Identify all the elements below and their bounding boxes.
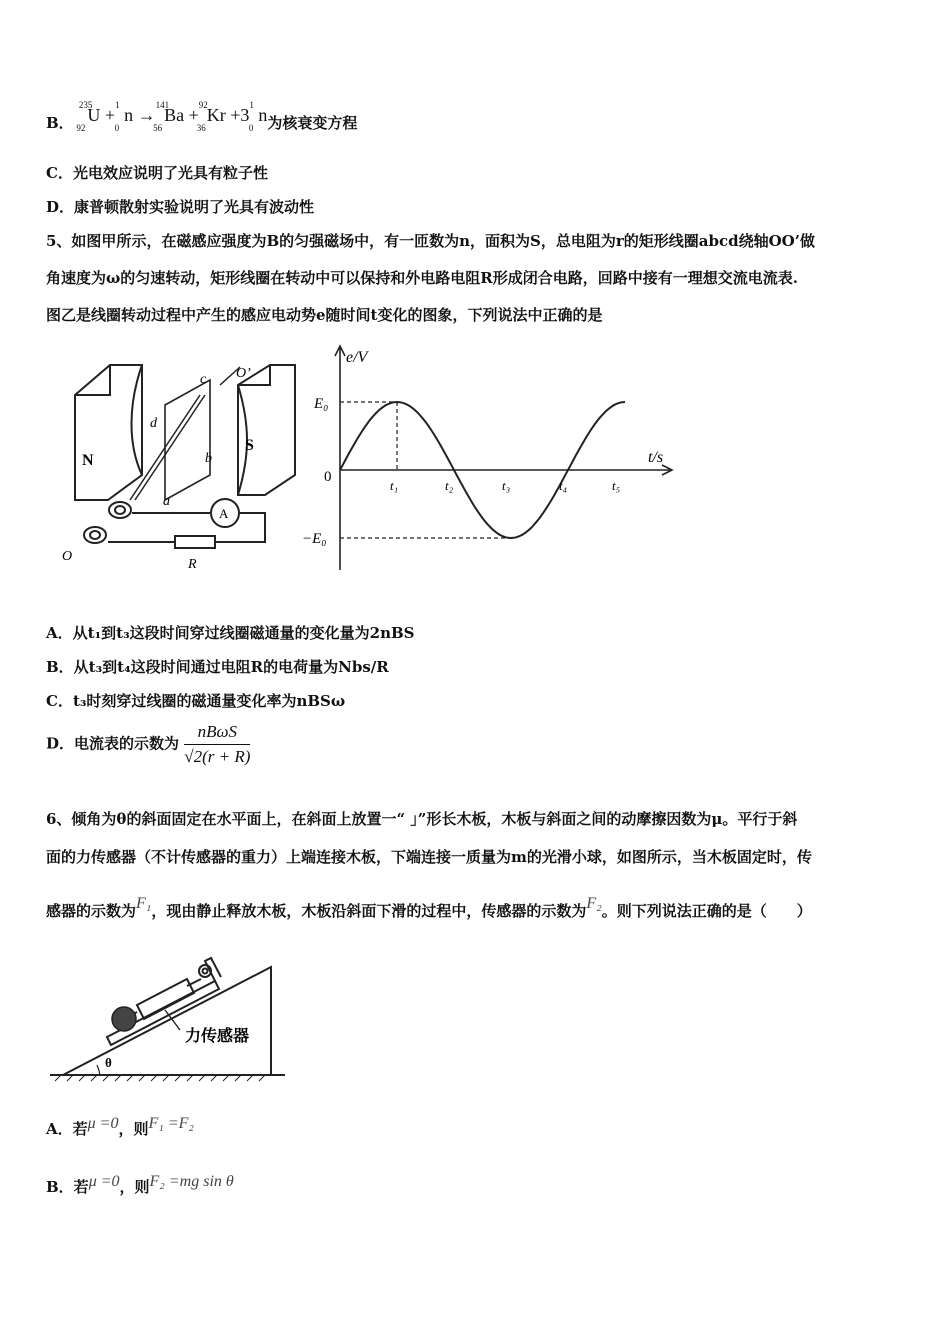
q6-line-3-part-a: 感器的示数为 (46, 902, 137, 920)
label-o-prime: O’ (236, 366, 251, 381)
nuclear-equation: $^{235}_{92}U +^1_0n \to^{141}_{56}Ba +^{92}_{36}Kr +3^1_0n$ (76, 99, 268, 134)
q5-line-1: 5、如图甲所示，在磁感应强度为B的匀强磁场中，有一匝数为n，面积为S，总电阻为r的矩形线圈abcd绕轴OO’做 (46, 232, 815, 250)
label-s: S (245, 437, 254, 454)
incline-figure (45, 955, 290, 1085)
t4-label: t₄ (559, 478, 568, 493)
y-axis-label: e/V (346, 349, 368, 366)
fraction-numerator: nBωS (197, 722, 237, 741)
f1-symbol: F₁ (136, 895, 152, 912)
option-d-compton: D．康普顿散射实验说明了光具有波动性 (46, 198, 315, 216)
generator-figure (50, 335, 330, 580)
q6-option-a (46, 1115, 194, 1139)
option-a-then: ，则 (118, 1120, 149, 1138)
mu-condition: μ =0 (87, 1115, 119, 1132)
t5-label: t₅ (612, 478, 621, 493)
label-c: c (200, 372, 207, 387)
q5-line-2: 角速度为ω的匀速转动，矩形线圈在转动中可以保持和外电路电阻R形成闭合电路，回路中接有一理想交流电流表. (46, 269, 798, 287)
option-b-prefix: B．若 (46, 1178, 89, 1196)
q5-option-a: A．从t₁到t₃这段时间穿过线圈磁通量的变化量为2nBS (46, 624, 415, 642)
e0-label: E₀ (314, 396, 329, 412)
q5-option-b: B．从t₃到t₄这段时间通过电阻R的电荷量为Nbs/R (46, 658, 389, 676)
q6-line-3 (46, 895, 812, 921)
t2-label: t₂ (445, 478, 454, 493)
label-o: O (62, 549, 73, 564)
option-c-photoelectric: C．光电效应说明了光具有粒子性 (46, 164, 268, 182)
q5-option-c: C．t₃时刻穿过线圈的磁通量变化率为nBSω (46, 692, 346, 710)
fraction-denominator: √2(r + R) (184, 744, 250, 767)
ammeter-label: A (219, 506, 229, 521)
x-axis-label: t/s (648, 449, 664, 466)
label-n: N (82, 452, 94, 469)
origin-label: 0 (324, 469, 332, 485)
option-a-prefix: A．若 (46, 1120, 88, 1138)
q6-line-1: 6、倾角为θ的斜面固定在水平面上，在斜面上放置一“ 」”形长木板，木板与斜面之间的动摩擦因数为μ。平行于斜 (46, 810, 798, 828)
f2-symbol: F₂ (586, 895, 602, 912)
q6-line-3-part-c: 。则下列说法正确的是（ ） (601, 902, 812, 920)
neg-e0-label: −E₀ (302, 531, 327, 547)
q5-option-d (46, 722, 250, 767)
resistor-label: R (188, 557, 197, 572)
t3-label: t₃ (502, 478, 511, 493)
q5-line-3: 图乙是线圈转动过程中产生的感应电动势e随时间t变化的图象，下列说法中正确的是 (46, 306, 603, 324)
option-b-equation: F₂ =mg sin θ (149, 1173, 234, 1190)
label-a: a (163, 494, 170, 509)
q6-option-b (46, 1173, 234, 1197)
option-label: B． (46, 114, 74, 132)
label-d: d (150, 416, 157, 431)
q6-line-2: 面的力传感器（不计传感器的重力）上端连接木板，下端连接一质量为m的光滑小球，如图所示，当木板固定时，传 (46, 848, 812, 866)
option-b-nuclear (46, 99, 358, 135)
sensor-label: 力传感器 (185, 1028, 250, 1045)
current-fraction (184, 722, 250, 767)
option-b-then: ，则 (119, 1178, 150, 1196)
ball-icon (112, 1007, 136, 1031)
q6-line-3-part-b: ，现由静止释放木板，木板沿斜面下滑的过程中，传感器的示数为 (151, 902, 587, 920)
emf-time-graph (300, 340, 690, 575)
t1-label: t₁ (390, 478, 399, 493)
option-a-equation: F₁ =F₂ (148, 1115, 194, 1132)
label-b: b (205, 451, 212, 466)
theta-label: θ (105, 1055, 112, 1070)
mu-condition: μ =0 (88, 1173, 120, 1190)
option-text: 为核衰变方程 (267, 114, 358, 132)
option-d-prefix: D．电流表的示数为 (46, 734, 180, 753)
